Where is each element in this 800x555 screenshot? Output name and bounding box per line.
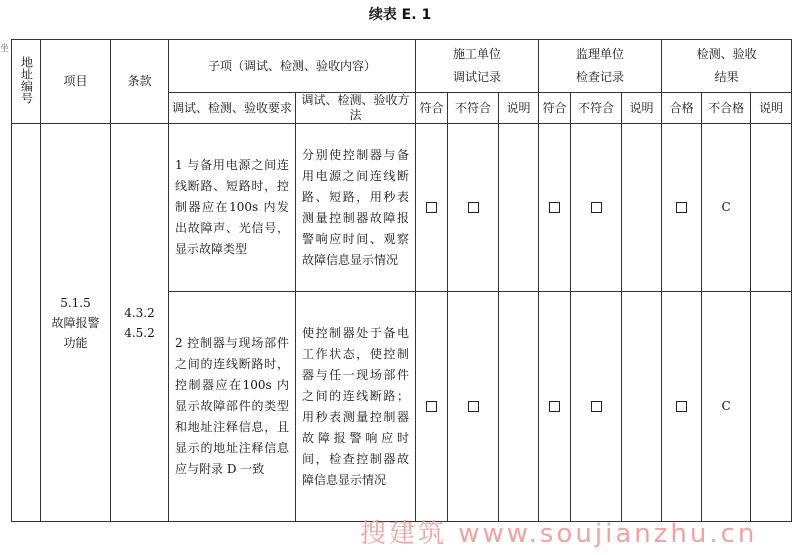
checkbox-icon[interactable]	[676, 401, 687, 412]
row2-supervision-note[interactable]	[622, 292, 662, 522]
header-result-note: 说明	[751, 93, 792, 124]
header-supervision-pass: 符合	[539, 93, 571, 124]
row1-result-qualified[interactable]	[662, 124, 702, 292]
row1-requirement: 1 与备用电源之间连线断路、短路时，控制器应在100s 内发出故障声、光信号，显示故障类型	[169, 124, 296, 292]
clause-line1: 4.3.2	[124, 305, 155, 320]
header-supervision-fail: 不符合	[571, 93, 622, 124]
checkbox-icon[interactable]	[426, 401, 437, 412]
row2-result-unqualified[interactable]: C	[702, 292, 751, 522]
checkbox-icon[interactable]	[591, 401, 602, 412]
header-item: 项目	[41, 40, 111, 124]
table-row	[12, 124, 792, 292]
header-supervision-unit	[539, 40, 662, 93]
section-name-line2: 功能	[63, 335, 88, 350]
header-subitem: 子项（调试、检测、验收内容）	[169, 40, 416, 93]
row2-method: 使控制器处于备电工作状态，使控制器与任一现场部件之间的连线断路；用秒表测量控制器故障报警响应时间，检查控制器故障信息显示情况	[296, 292, 416, 522]
supervision-unit-line2: 检查记录	[576, 70, 625, 84]
table-title: 续表 E. 1	[368, 7, 432, 23]
row1-supervision-fail[interactable]	[571, 124, 622, 292]
header-result-qualified: 合格	[662, 93, 702, 124]
header-construction-note: 说明	[499, 93, 539, 124]
checkbox-icon[interactable]	[676, 202, 687, 213]
result-line2: 结果	[714, 70, 739, 84]
row2-result-qualified[interactable]	[662, 292, 702, 522]
header-construction-unit	[416, 40, 539, 93]
section-number: 5.1.5	[60, 295, 91, 310]
row1-construction-note[interactable]	[499, 124, 539, 292]
header-supervision-note: 说明	[622, 93, 662, 124]
edge-mark: 坐	[0, 44, 10, 54]
row1-method: 分别使控制器与备用电源之间连线断路、短路，用秒表测量控制器故障报警响应时间、观察故障信息显示情况	[296, 124, 416, 292]
header-requirement: 调试、检测、验收要求	[169, 93, 296, 124]
acceptance-record-table	[11, 39, 792, 522]
row2-supervision-fail[interactable]	[571, 292, 622, 522]
header-construction-pass: 符合	[416, 93, 448, 124]
row1-construction-fail[interactable]	[448, 124, 499, 292]
header-address-code: 地址编号	[12, 40, 41, 124]
row1-result-unqualified[interactable]: C	[702, 124, 751, 292]
header-method: 调试、检测、验收方法	[296, 93, 416, 124]
checkbox-icon[interactable]	[468, 401, 479, 412]
checkbox-icon[interactable]	[549, 202, 560, 213]
row1-supervision-pass[interactable]	[539, 124, 571, 292]
checkbox-icon[interactable]	[426, 202, 437, 213]
construction-unit-line2: 调试记录	[453, 70, 502, 84]
clause-cell	[111, 124, 169, 522]
row2-construction-note[interactable]	[499, 292, 539, 522]
header-result	[662, 40, 792, 93]
header-result-unqualified: 不合格	[702, 93, 751, 124]
clause-line2: 4.5.2	[124, 325, 155, 340]
watermark: 搜建筑 www.soujianzhu.cn	[360, 519, 758, 549]
result-line1: 检测、验收	[696, 47, 757, 61]
checkbox-icon[interactable]	[591, 202, 602, 213]
row2-result-note[interactable]	[751, 292, 792, 522]
construction-unit-line1: 施工单位	[453, 47, 502, 61]
row1-result-note[interactable]	[751, 124, 792, 292]
section-name-line1: 故障报警	[51, 315, 100, 330]
supervision-unit-line1: 监理单位	[576, 47, 625, 61]
row1-construction-pass[interactable]	[416, 124, 448, 292]
checkbox-icon[interactable]	[549, 401, 560, 412]
row2-construction-fail[interactable]	[448, 292, 499, 522]
row1-supervision-note[interactable]	[622, 124, 662, 292]
row2-construction-pass[interactable]	[416, 292, 448, 522]
header-clause: 条款	[111, 40, 169, 124]
section-cell	[41, 124, 111, 522]
checkbox-icon[interactable]	[468, 202, 479, 213]
header-construction-fail: 不符合	[448, 93, 499, 124]
row2-requirement: 2 控制器与现场部件之间的连线断路时，控制器应在100s 内显示故障部件的类型和地址注释信息，且显示的地址注释信息应与附录 D 一致	[169, 292, 296, 522]
row2-supervision-pass[interactable]	[539, 292, 571, 522]
address-code-cell	[12, 124, 41, 522]
